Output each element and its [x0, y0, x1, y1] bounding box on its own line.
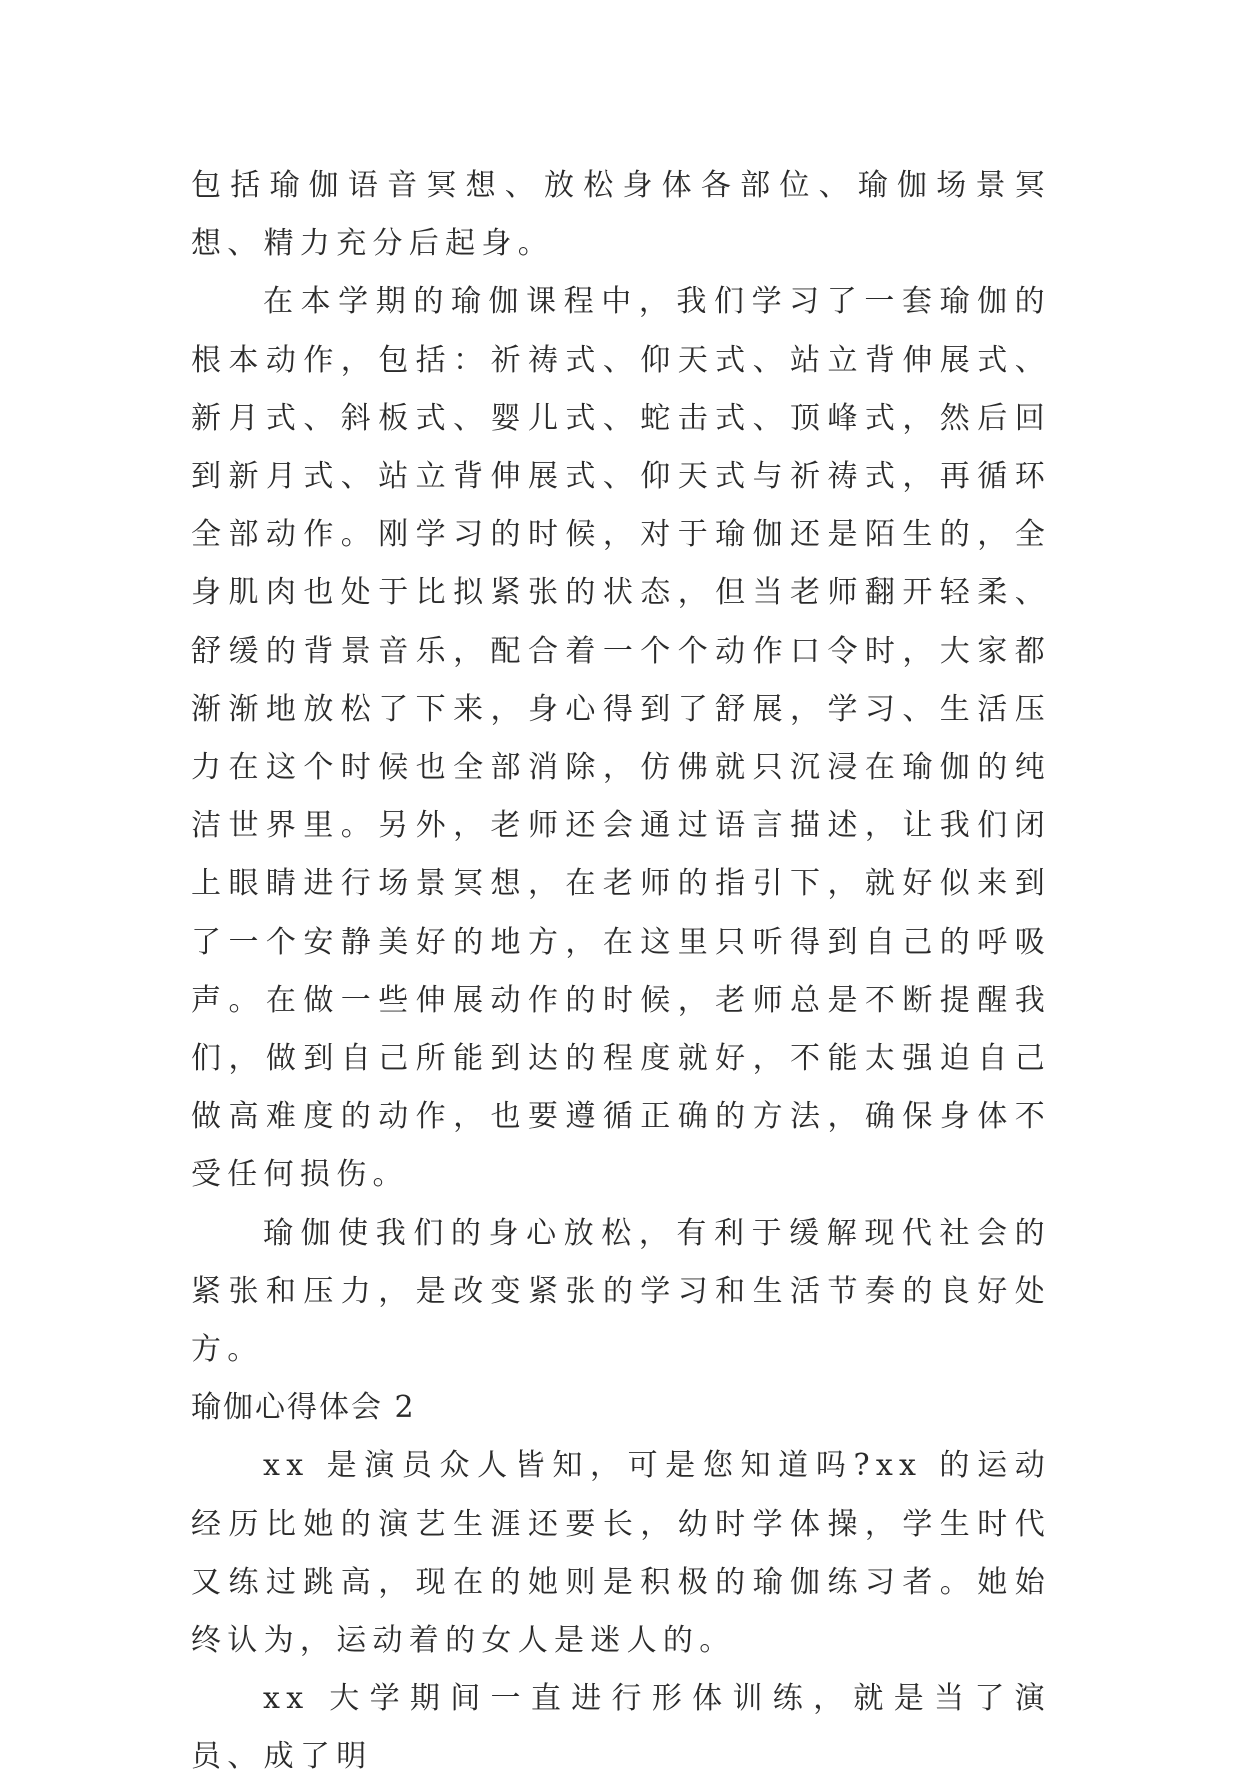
paragraph-actress-training: xx 大学期间一直进行形体训练，就是当了演员、成了明: [191, 1681, 1051, 1775]
paragraph-yoga-course: 在本学期的瑜伽课程中，我们学习了一套瑜伽的根本动作，包括：祈祷式、仰天式、站立背伸展式、新月式、斜板式、婴儿式、蛇击式、顶峰式，然后回到新月式、站立背伸展式、仰天式与祈祷式，再循环全部动作。刚学习的时候，对于瑜伽还是陌生的，全身肌肉也处于比拟紧张的状态，但当老师翻开轻柔、舒缓的背景音乐，配合着一个个动作口令时，大家都渐渐地放松了下来，身心得到了舒展，学习、生活压力在这个时候也全部消除，仿佛就只沉浸在瑜伽的纯洁世界里。另外，老师还会通过语言描述，让我们闭上眼睛进行场景冥想，在老师的指引下，就好似来到了一个安静美好的地方，在这里只听得到自己的呼吸声。在做一些伸展动作的时候，老师总是不断提醒我们，做到自己所能到达的程度就好，不能太强迫自己做高难度的动作，也要遵循正确的方法，确保身体不受任何损伤。: [191, 284, 1051, 1193]
section-heading: 瑜伽心得体会 2: [191, 1390, 416, 1426]
document-body: [191, 157, 1051, 1787]
paragraph-actress-intro: xx 是演员众人皆知，可是您知道吗?xx 的运动经历比她的演艺生涯还要长，幼时学体操，学生时代又练过跳高，现在的她则是积极的瑜伽练习者。她始终认为，运动着的女人是迷人的。: [191, 1448, 1051, 1659]
paragraph-yoga-benefits: 瑜伽使我们的身心放松，有利于缓解现代社会的紧张和压力，是改变紧张的学习和生活节奏的良好处方。: [191, 1215, 1051, 1368]
paragraph-continuation: 包括瑜伽语音冥想、放松身体各部位、瑜伽场景冥想、精力充分后起身。: [191, 168, 1051, 262]
